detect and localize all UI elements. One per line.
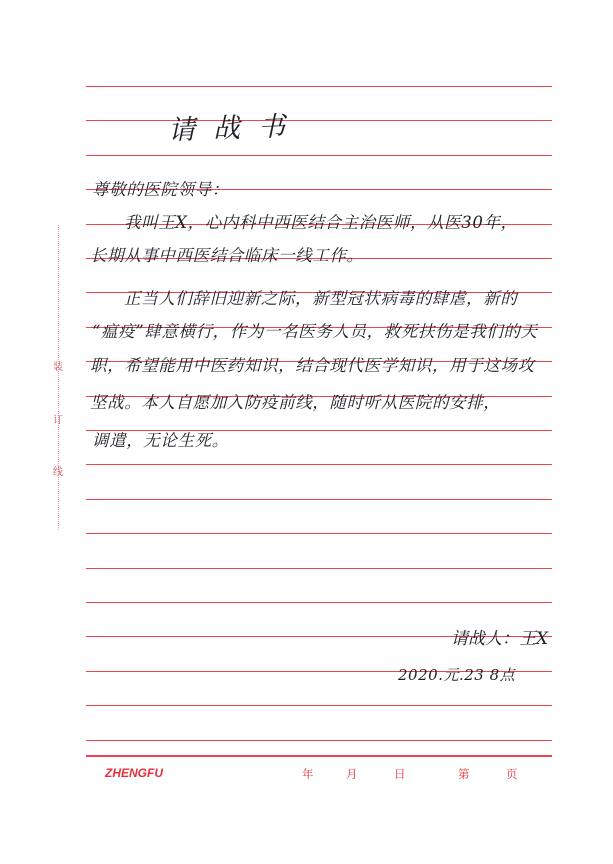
footer-month-label: 月	[346, 767, 358, 781]
footer-year-label: 年	[302, 767, 314, 781]
ruled-line	[86, 568, 552, 569]
footer-page-suffix: 页	[506, 767, 518, 781]
letter-body-line-1: 我叫王X，心内科中西医结合主治医师，从医30年，	[124, 213, 518, 232]
signature: 请战人：王X	[451, 629, 549, 649]
letter-body-line-2: 长期从事中西医结合临床一线工作。	[90, 246, 364, 265]
binding-char-1: 装	[53, 362, 63, 373]
ruled-line	[86, 755, 552, 757]
ruled-line	[86, 705, 552, 706]
ruled-line	[86, 533, 552, 534]
binding-char-3: 线	[53, 467, 63, 478]
ruled-line	[86, 740, 552, 741]
binding-char-2: 订	[53, 415, 63, 426]
binding-dotted-line	[58, 225, 59, 530]
ruled-line	[86, 155, 552, 156]
letter-body-line-4: “瘟疫”肆意横行，作为一名医务人员，救死扶伤是我们的天	[92, 322, 538, 341]
footer-page-prefix: 第	[458, 767, 470, 781]
letter-body-line-6: 坚战。本人自愿加入防疫前线，随时听从医院的安排，	[90, 393, 501, 412]
letter-body-line-3: 正当人们辞旧迎新之际，新型冠状病毒的肆虐，新的	[124, 289, 518, 308]
signature-date: 2020.元.23 8点	[398, 666, 516, 684]
footer-brand: ZHENGFU	[105, 766, 163, 780]
letter-body-line-5: 职，希望能用中医药知识，结合现代医学知识，用于这场攻	[90, 356, 535, 375]
letter-title: 请战书	[167, 110, 304, 147]
letter-greeting: 尊敬的医院领导：	[92, 180, 229, 199]
ruled-line	[86, 120, 552, 121]
ruled-line	[86, 86, 552, 87]
ruled-line	[86, 602, 552, 603]
ruled-line	[86, 499, 552, 500]
ruled-line	[86, 464, 552, 465]
footer-day-label: 日	[394, 767, 406, 781]
letter-body-line-7: 调遣，无论生死。	[92, 431, 229, 450]
